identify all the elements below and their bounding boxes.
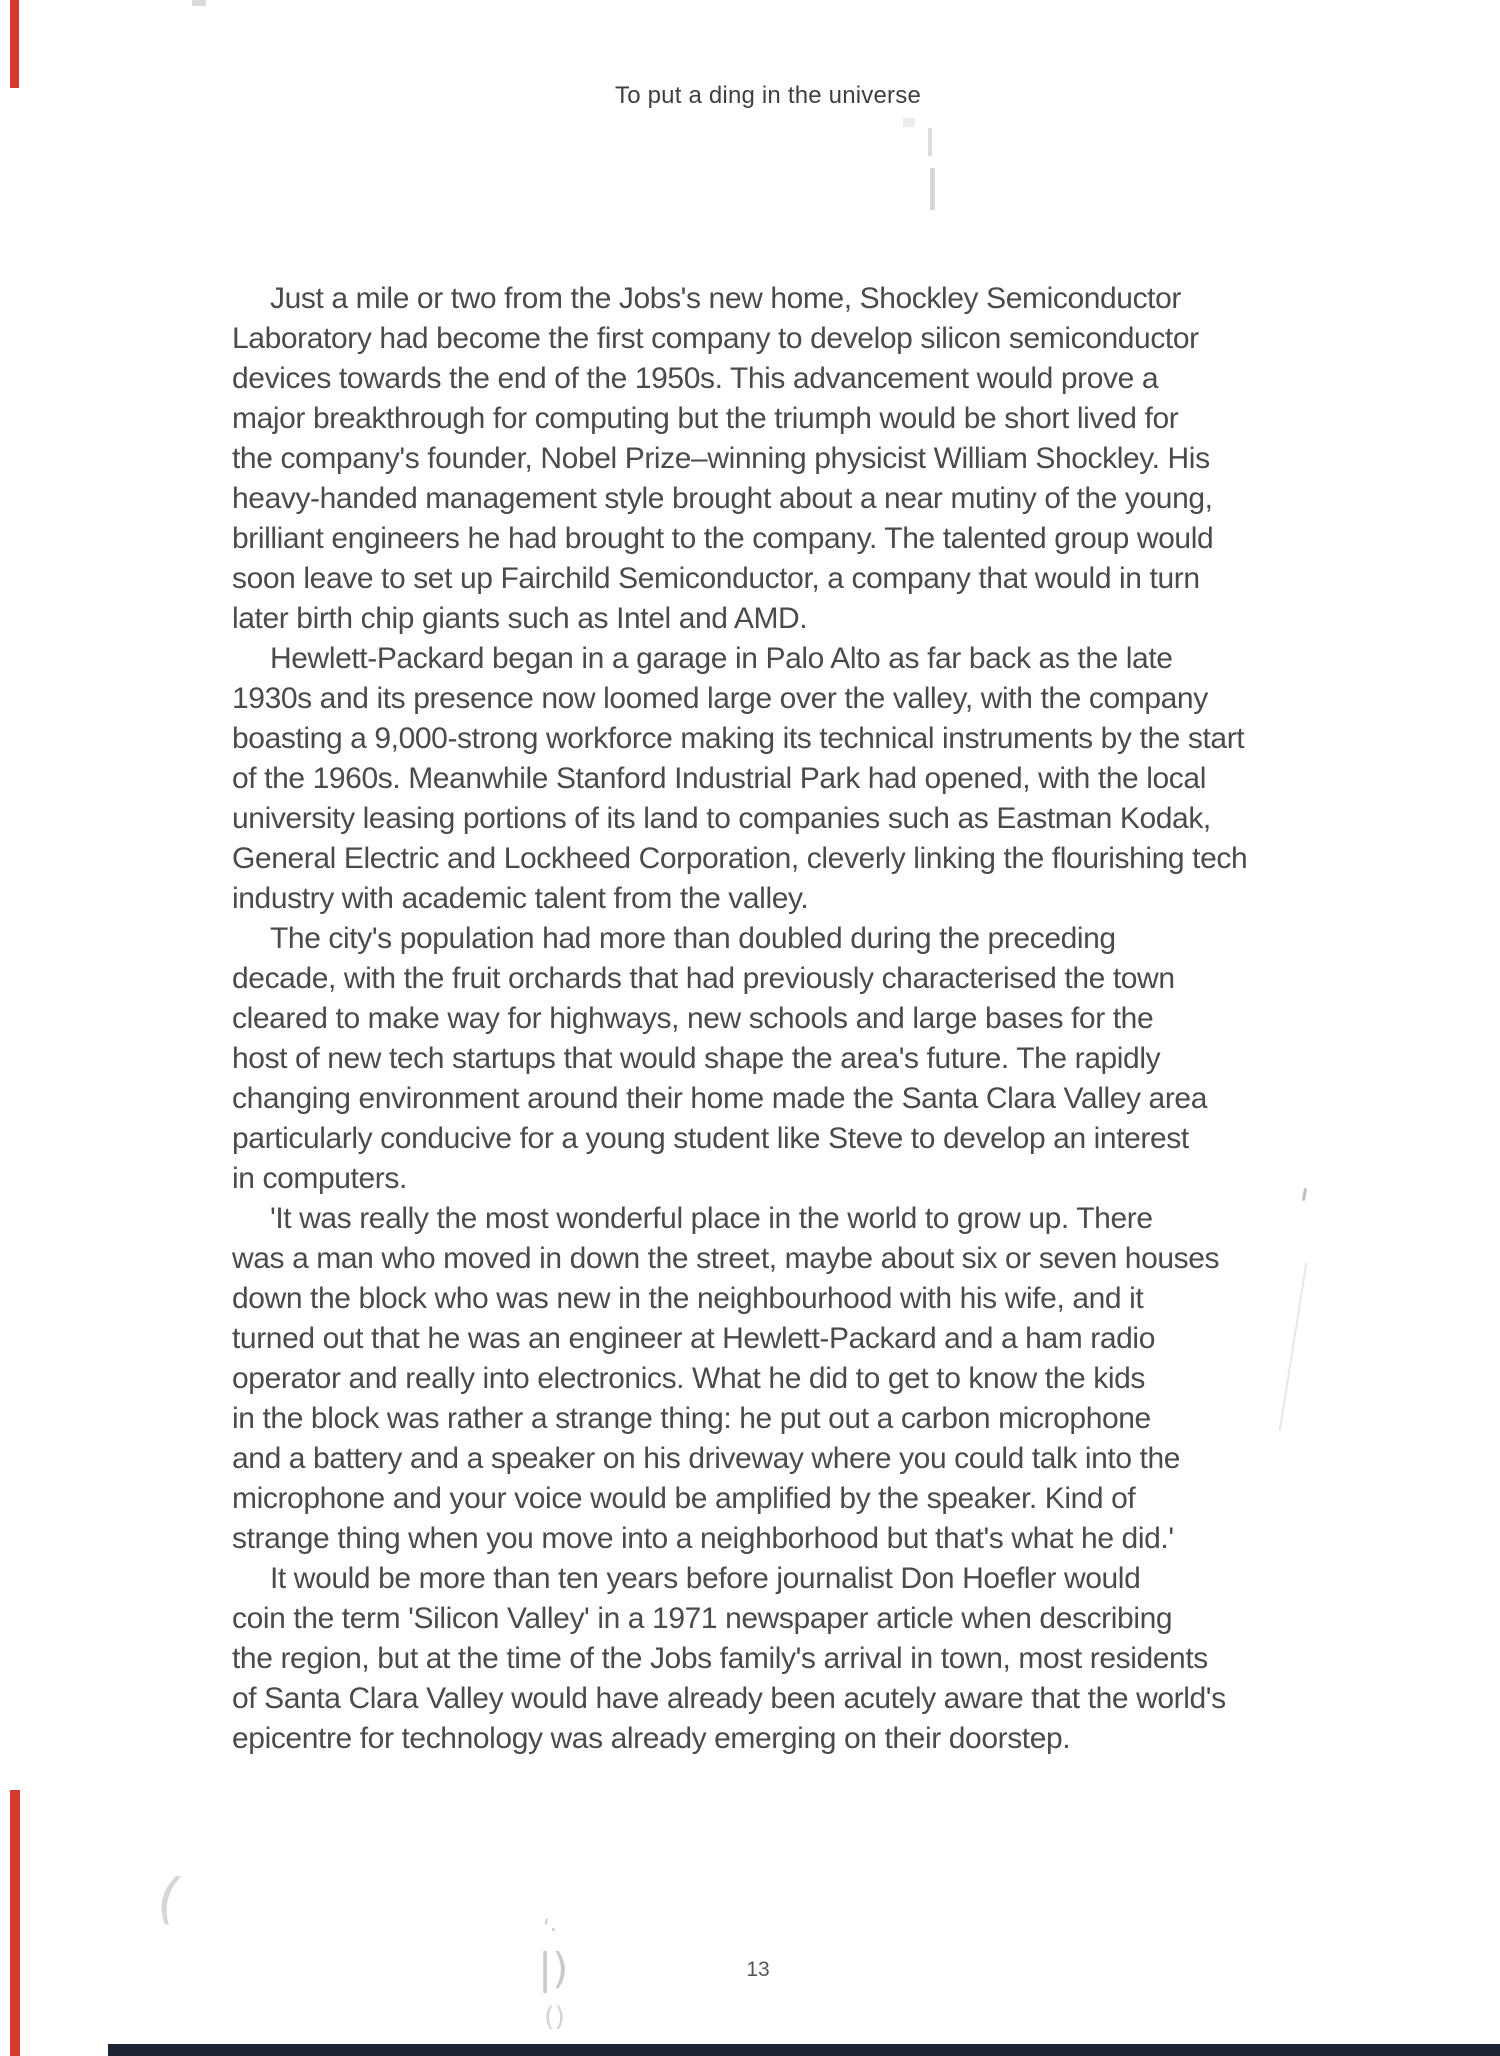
- scan-smudge: [903, 118, 915, 127]
- body-text: [232, 279, 1392, 1759]
- text-line: was a man who moved in down the street, maybe about six or seven houses: [232, 1242, 1220, 1275]
- text-line: and a battery and a speaker on his driveway where you could talk into the: [232, 1442, 1181, 1475]
- text-line: turned out that he was an engineer at Hewlett-Packard and a ham radio: [232, 1322, 1155, 1355]
- scan-edge-red-strip-top: [10, 0, 19, 88]
- text-line: particularly conducive for a young student like Steve to develop an interest: [232, 1122, 1189, 1155]
- text-line: decade, with the fruit orchards that had previously characterised the town: [232, 962, 1175, 995]
- scan-smudge: [930, 168, 935, 210]
- text-line: epicentre for technology was already emerging on their doorstep.: [232, 1722, 1071, 1755]
- text-line: The city's population had more than doubled during the preceding: [270, 922, 1116, 955]
- text-line: strange thing when you move into a neighborhood but that's what he did.': [232, 1522, 1174, 1555]
- text-line: boasting a 9,000-strong workforce making its technical instruments by the start: [232, 722, 1245, 755]
- text-line: down the block who was new in the neighbourhood with his wife, and it: [232, 1282, 1144, 1315]
- text-line: of the 1960s. Meanwhile Stanford Industrial Park had opened, with the local: [232, 762, 1206, 795]
- text-line: Just a mile or two from the Jobs's new home, Shockley Semiconductor: [270, 282, 1181, 315]
- text-line: host of new tech startups that would shape the area's future. The rapidly: [232, 1042, 1161, 1075]
- text-line: later birth chip giants such as Intel and AMD.: [232, 602, 808, 635]
- scan-smudge: [928, 128, 932, 156]
- text-line: General Electric and Lockheed Corporation, cleverly linking the flourishing tech: [232, 842, 1248, 875]
- scan-mark: (): [544, 2002, 566, 2033]
- text-line: devices towards the end of the 1950s. This advancement would prove a: [232, 362, 1159, 395]
- text-line: 'It was really the most wonderful place in the world to grow up. There: [270, 1202, 1153, 1235]
- scan-edge-red-strip-bottom: [10, 1790, 20, 2056]
- text-line: It would be more than ten years before journalist Don Hoefler would: [270, 1562, 1141, 1595]
- text-line: coin the term 'Silicon Valley' in a 1971 newspaper article when describing: [232, 1602, 1173, 1635]
- text-line: the company's founder, Nobel Prize–winning physicist William Shockley. His: [232, 442, 1210, 475]
- text-line: soon leave to set up Fairchild Semiconductor, a company that would in turn: [232, 562, 1200, 595]
- text-line: of Santa Clara Valley would have already been acutely aware that the world's: [232, 1682, 1226, 1715]
- scan-mark: (: [150, 1864, 188, 1933]
- text-line: Laboratory had become the first company to develop silicon semiconductor: [232, 322, 1199, 355]
- scan-mark: |): [538, 1944, 569, 1993]
- page-number: 13: [746, 1958, 770, 1981]
- running-header: To put a ding in the universe: [615, 82, 921, 109]
- text-line: 1930s and its presence now loomed large over the valley, with the company: [232, 682, 1208, 715]
- text-line: heavy-handed management style brought about a near mutiny of the young,: [232, 482, 1213, 515]
- text-line: cleared to make way for highways, new schools and large bases for the: [232, 1002, 1154, 1035]
- text-line: microphone and your voice would be amplified by the speaker. Kind of: [232, 1482, 1136, 1515]
- scan-smudge: [192, 0, 206, 6]
- text-line: changing environment around their home made the Santa Clara Valley area: [232, 1082, 1207, 1115]
- text-line: Hewlett-Packard began in a garage in Palo Alto as far back as the late: [270, 642, 1173, 675]
- text-line: in the block was rather a strange thing: he put out a carbon microphone: [232, 1402, 1151, 1435]
- text-line: university leasing portions of its land to companies such as Eastman Kodak,: [232, 802, 1211, 835]
- text-line: major breakthrough for computing but the triumph would be short lived for: [232, 402, 1179, 435]
- text-line: operator and really into electronics. What he did to get to know the kids: [232, 1362, 1145, 1395]
- text-line: industry with academic talent from the valley.: [232, 882, 809, 915]
- text-line: the region, but at the time of the Jobs family's arrival in town, most residents: [232, 1642, 1208, 1675]
- text-line: in computers.: [232, 1162, 407, 1195]
- scan-mark: ʹ·: [543, 1916, 558, 1944]
- scan-edge-dark-bar-bottom: [108, 2044, 1500, 2056]
- text-line: brilliant engineers he had brought to the company. The talented group would: [232, 522, 1214, 555]
